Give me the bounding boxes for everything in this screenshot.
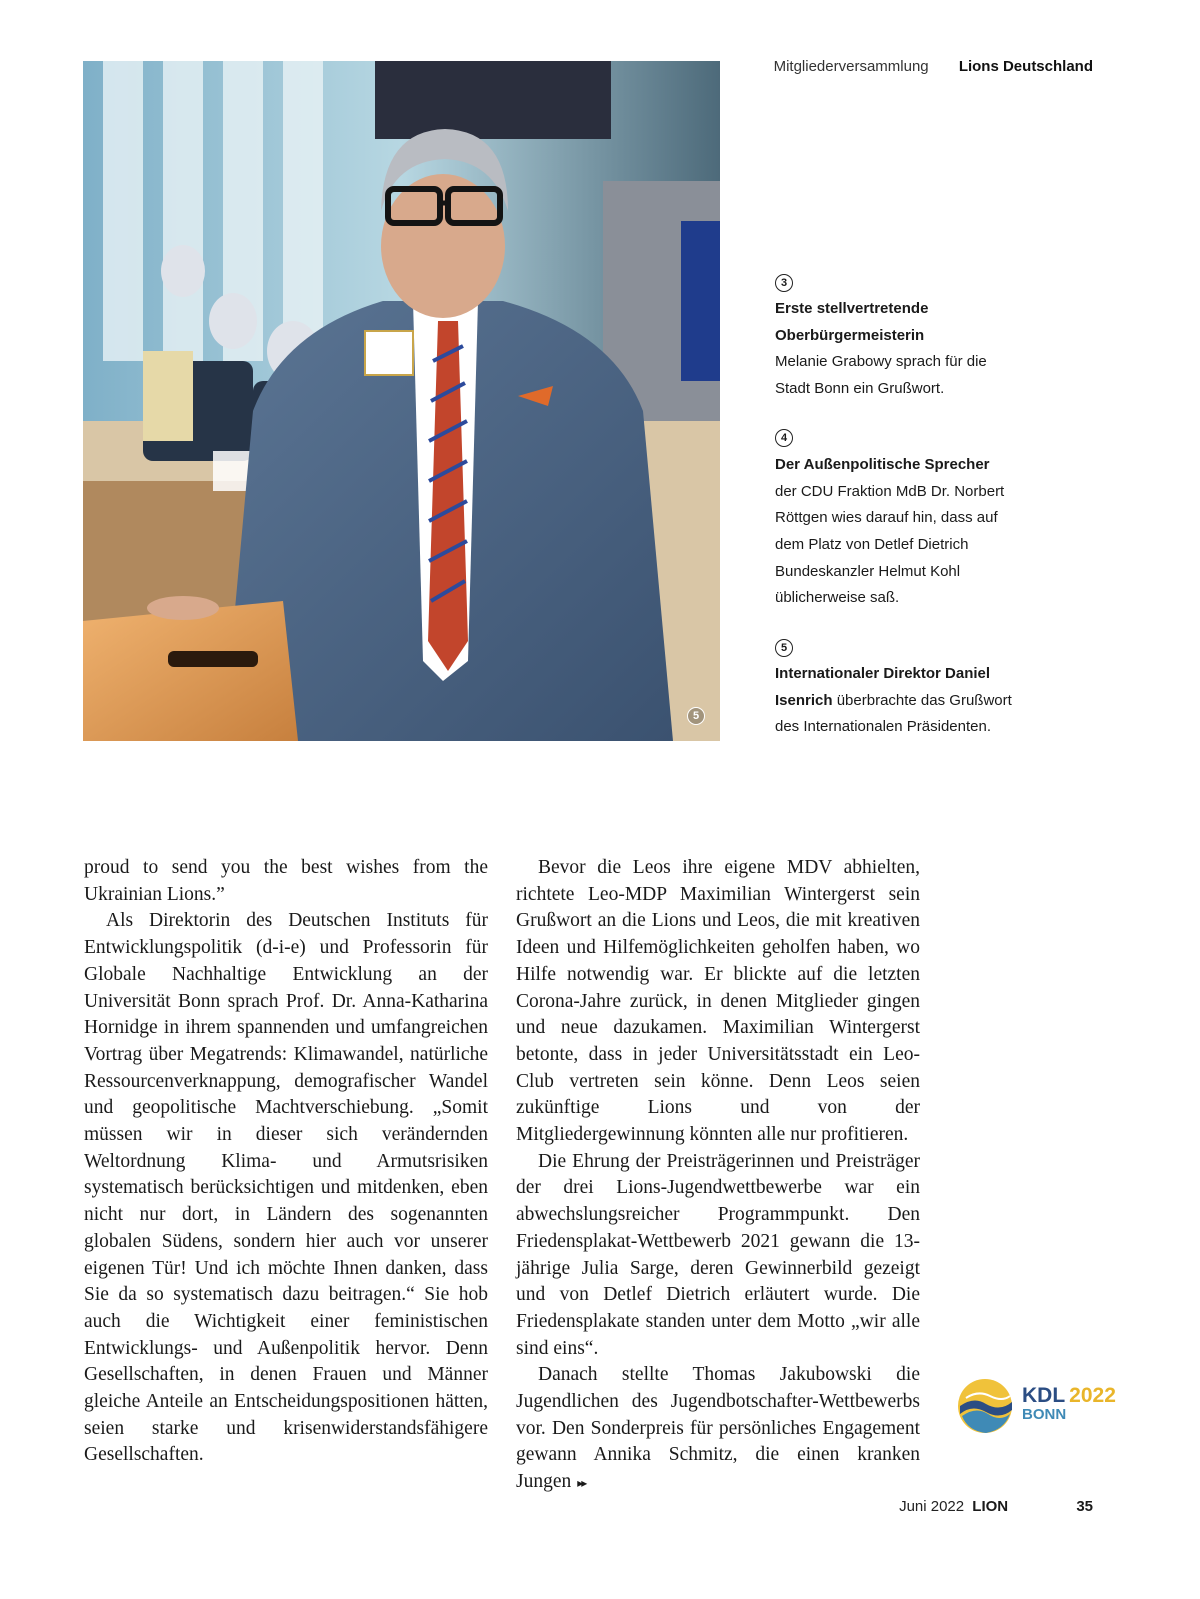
caption-4 xyxy=(775,428,1075,612)
caption-title: Der Außenpolitische Sprecher xyxy=(775,455,990,473)
article-paragraph: Bevor die Leos ihre eigene MDV abhielten, richtete Leo-MDP Maximilian Wintergerst sein Grußwort an die Lions und Leos, die mit kreativen Ideen und Hilfemöglichkeiten geholfen haben, wo Hilfe notwendig war. Er blickte auf die letzten Corona-Jahre zurück, in denen Mitglieder gingen und neue dazukamen. Maximilian Wintergerst betonte, dass in jeder Universitätsstadt ein Leo-Club vertreten sein könne. Denn Leos seien zukünftige Lions und von der Mitgliedergewinnung könnten alle nur profitieren. xyxy=(516,857,920,1146)
kdl-year: 2022 xyxy=(1069,1384,1116,1407)
article-paragraph: Danach stellte Thomas Jakubowski die Jugendlichen des Jugendbotschafter-Wettbewerbs vor. Den Sonderpreis für persönliches Engagement gewann Annika Schmitz, die einen kranken Jungen xyxy=(516,1364,920,1493)
caption-text: überbrachte das Grußwort des Internationalen Präsidenten. xyxy=(775,691,1012,736)
kdl-logo xyxy=(956,1376,1126,1436)
speaker-photo-illustration xyxy=(83,61,720,741)
caption-number: 3 xyxy=(775,274,793,292)
continue-arrow-icon: ▸▸ xyxy=(577,1476,586,1491)
caption-number: 5 xyxy=(775,639,793,657)
article-paragraph: Die Ehrung der Preisträgerinnen und Preisträger der drei Lions-Jugendwettbewerbe war ein abwechslungsreicher Programmpunkt. Den Friedensplakat-Wettbewerb 2021 gewann die 13-jährige Julia Sarge, deren Gewinnerbild gezeigt und von Detlef Dietrich erläutert wurde. Die Friedensplakate standen unter dem Motto „wir alle sind eins“. xyxy=(516,1150,920,1359)
brand-label: Lions Deutschland xyxy=(958,58,1093,75)
photo-captions xyxy=(775,272,1075,766)
page-header xyxy=(774,58,1093,75)
caption-3 xyxy=(775,272,1075,403)
section-label: Mitgliederversammlung xyxy=(773,58,929,75)
caption-5 xyxy=(775,637,1075,741)
caption-number: 4 xyxy=(775,429,793,447)
caption-title: Internationaler Direktor Daniel Isenrich xyxy=(775,665,991,709)
page-number: 35 xyxy=(1076,1498,1093,1515)
page-footer xyxy=(899,1498,1093,1515)
caption-text: Melanie Grabowy sprach für die Stadt Bonn ein Grußwort. xyxy=(775,353,987,398)
kdl-city: BONN xyxy=(1022,1406,1067,1423)
article-paragraph: Als Direktorin des Deutschen Instituts für Entwicklungspolitik (d-i-e) und Professorin für Globale Nachhaltige Entwicklung an der Universität Bonn sprach Prof. Dr. Anna-Katharina Hornidge in ihrem spannenden und umfangreichen Vortrag über Megatrends: Klimawandel, natürliche Ressourcenverknappung, demografischer Wandel und geopolitische Machtverschiebung. „Somit müssen wir in dieser sich verändernden Weltordnung Klima- und Armutsrisiken systematisch berücksichtigen und mitdenken, eben nicht nur dort, in Ländern des sogenannten globalen Südens, sondern hier auch vor unserer eigenen Tür! Und ich möchte Ihnen danken, dass Sie da so systematisch dazu beitragen.“ Sie hob auch die Wichtigkeit einer feministischen Entwicklungs- und Außenpolitik hervor. Denn Gesellschaften, in denen Frauen und Männer gleiche Anteile an Entscheidungspositionen hätten, seien starke und krisenwiderstandsfähigere Gesellschaften. xyxy=(84,910,488,1466)
article-column-right xyxy=(516,855,920,1497)
photo-caption-number: 5 xyxy=(687,707,705,725)
kdl-label: KDL xyxy=(1022,1384,1066,1407)
speaker-photo xyxy=(83,61,720,741)
magazine-name: LION xyxy=(972,1498,1009,1515)
caption-title: Erste stellvertretende Oberbürgermeisterin xyxy=(775,300,929,344)
article-paragraph: proud to send you the best wishes from the Ukrainian Lions.” xyxy=(84,857,488,905)
issue-date: Juni 2022 xyxy=(899,1498,965,1515)
kdl-emblem-icon xyxy=(956,1376,1016,1436)
caption-text: der CDU Fraktion MdB Dr. Norbert Röttgen wies darauf hin, dass auf dem Platz von Detlef Dietrich Bundeskanzler Helmut Kohl üblicherweise saß. xyxy=(775,482,1005,607)
article-column-left xyxy=(84,855,488,1469)
